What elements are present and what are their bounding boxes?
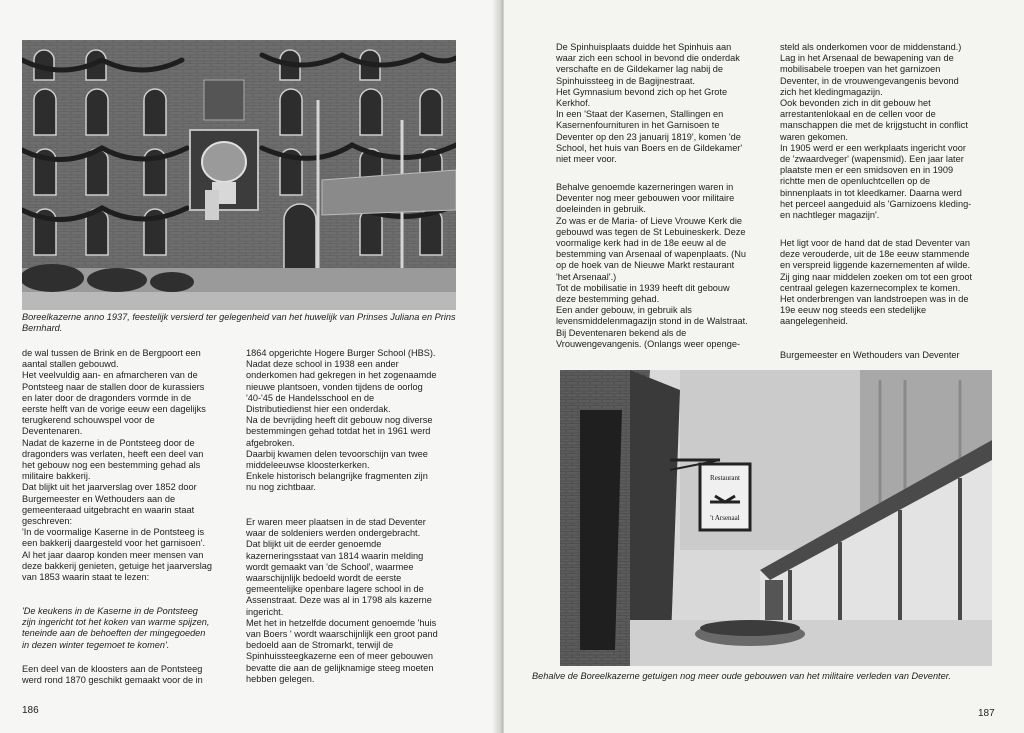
left-column-2-text: 1864 opgerichte Hogere Burger School (HBS). Nadat deze school in 1938 een ander onderkomen had gekregen in het zogenaamde nieuwe plantsoen, vonden tijdens de oorlog '40-'45 de Handelsschool en de Distributiedienst hier een onderdak. Na de bevrijding heeft dit gebouw nog diverse bestemmingen gehad totdat het in 1961 werd afgebroken. Daarbij kwamen delen tevoorschijn van twee middeleeuwse kloosterkerken. Enkele historisch belangrijke fragmenten zijn nu nog zichtbaar.	[246, 348, 437, 493]
photo-caption-boreelkazerne: Boreelkazerne anno 1937, feestelijk versierd ter gelegenheid van het huwelijk van Prinses Juliana en Prins Bernhard.	[22, 312, 456, 334]
right-column-2-text-b: Het ligt voor de hand dat de stad Deventer van deze verouderde, uit de 18e eeuw stammende en verspreid liggende kazernementen af wilde. Zij ging naar middelen zoeken om tot een groot centraal gelegen kazernecomplex te komen. Het onderbrengen van landstroepen was in de 19e eeuw nog steeds een stedelijke aangelegenheid.	[780, 238, 973, 327]
right-column-2-text: steld als onderkomen voor de middenstand.) Lag in het Arsenaal de bewapening van de mobilisabele troepen van het garnizoen Deventer, in de vrouwengevangenis bevond zich het kledingmagazijn. Ook bevonden zich in dit gebouw het arrestantenlokaal en de cellen voor de manschappen die met de krijgstucht in conflict waren gekomen. In 1905 werd er een werkplaats ingericht voor de 'zwaardveger' (wapensmid). Een jaar later plaatste men er een smidsoven en in 1909 richtte men de openluchtcellen op de binnenplaats in tot kleedkamer. Daarna werd het perceel aangeduid als 'Garnizoens kleding- en nachtleger magazijn'.	[780, 42, 972, 221]
right-column-1-text-b: Behalve genoemde kazerneringen waren in Deventer nog meer gebouwen voor militaire doeleinden in gebruik. Zo was er de Maria- of Lieve Vrouwe Kerk die gebouwd was tegen de St Lebuineskerk. Deze voormalige kerk had in de 18e eeuw al de bestemming van Arsenaal of wapenplaats. (Nu op de hoek van de Nieuwe Markt restaurant 'het Arsenaal'.) Tot de mobilisatie in 1939 heeft dit gebouw deze bestemming gehad. Een ander gebouw, in gebruik als levensmiddelenmagazijn stond in de Walstraat. Bij Deventenaren bekend als de Vrouwengevangenis. (Onlangs weer openge-	[556, 182, 748, 349]
right-column-2-signature: Burgemeester en Wethouders van Deventer	[780, 350, 960, 360]
left-column-1-quote: 'De keukens in de Kaserne in de Pontsteeg zijn ingericht tot het koken van warme spijzen, teneinde aan de behoeften der mingegoeden in dezen winter tegemoet te komen'.	[22, 606, 210, 650]
right-column-1-text: De Spinhuisplaats duidde het Spinhuis aan waar zich een school in bevond die onderdak verschafte en de Gildekamer lag nabij de Spinhuissteeg in de Bagijnestraat. Het Gymnasium bevond zich op het Grote Kerkhof. In een 'Staat der Kasernen, Stallingen en Kasernenfournituren in het Garnisoen te Deventer op den 23 januarij 1819', komen 'de School, het huis van Boers en de Gildekamer' niet meer voor.	[556, 42, 743, 165]
page-number-right: 187	[978, 708, 995, 719]
boreelkazerne-photo	[22, 40, 456, 310]
page-186	[0, 0, 500, 733]
svg-text:'t Arsenaal: 't Arsenaal	[710, 514, 740, 522]
page-number-left: 186	[22, 705, 39, 716]
left-column-2-text-b: Er waren meer plaatsen in de stad Deventer waar de soldeniers werden ondergebracht. Dat blijkt uit de eerder genoemde kazerneringsstaat van 1814 waarin melding wordt gemaakt van 'de School', waarmee waarschijnlijk bedoeld wordt de eerste gemeentelijke openbare lagere school in de Assenstraat. Deze was al in 1798 als kazerne ingericht. Met het in hetzelfde document genoemde 'huis van Boers ' wordt waarschijnlijk een groot pand bedoeld aan de Stromarkt, terwijl de Spinhuissteegkazerne een of meer gebouwen bevatte die aan de gelijknamige steeg moeten hebben gelegen.	[246, 517, 438, 684]
photo-caption-arsenaal: Behalve de Boreelkazerne getuigen nog meer oude gebouwen van het militaire verleden van Deventer.	[532, 671, 951, 681]
left-column-1-end: Een deel van de kloosters aan de Pontsteeg werd rond 1870 geschikt gemaakt voor de in	[22, 664, 203, 686]
arsenaal-photo	[560, 370, 992, 666]
svg-text:Restaurant: Restaurant	[710, 474, 740, 482]
left-column-1-text: de wal tussen de Brink en de Bergpoort een aantal stallen gebouwd. Het veelvuldig aan- en afmarcheren van de Pontsteeg naar de stallen door de kurassiers en later door de dragonders vormde in de eerste helft van de vorige eeuw een dagelijks terugkerend schouwspel voor de Deventenaren. Nadat de kazerne in de Pontsteeg door de dragonders was verlaten, heeft een deel van het gebouw nog een bestemming gehad als militaire bakkerij. Dat blijkt uit het jaarverslag over 1852 door Burgemeester en Wethouders aan de gemeenteraad uitgebracht en waarin staat geschreven: 'In de voormalige Kaserne in de Pontsteeg is een bakkerij daargesteld voor het garnisoen'. Al het jaar daarop konden meer mensen van deze bakkerij genieten, getuige het jaarverslag van 1853 waarin staat te lezen:	[22, 348, 212, 583]
page-187	[504, 0, 1024, 733]
